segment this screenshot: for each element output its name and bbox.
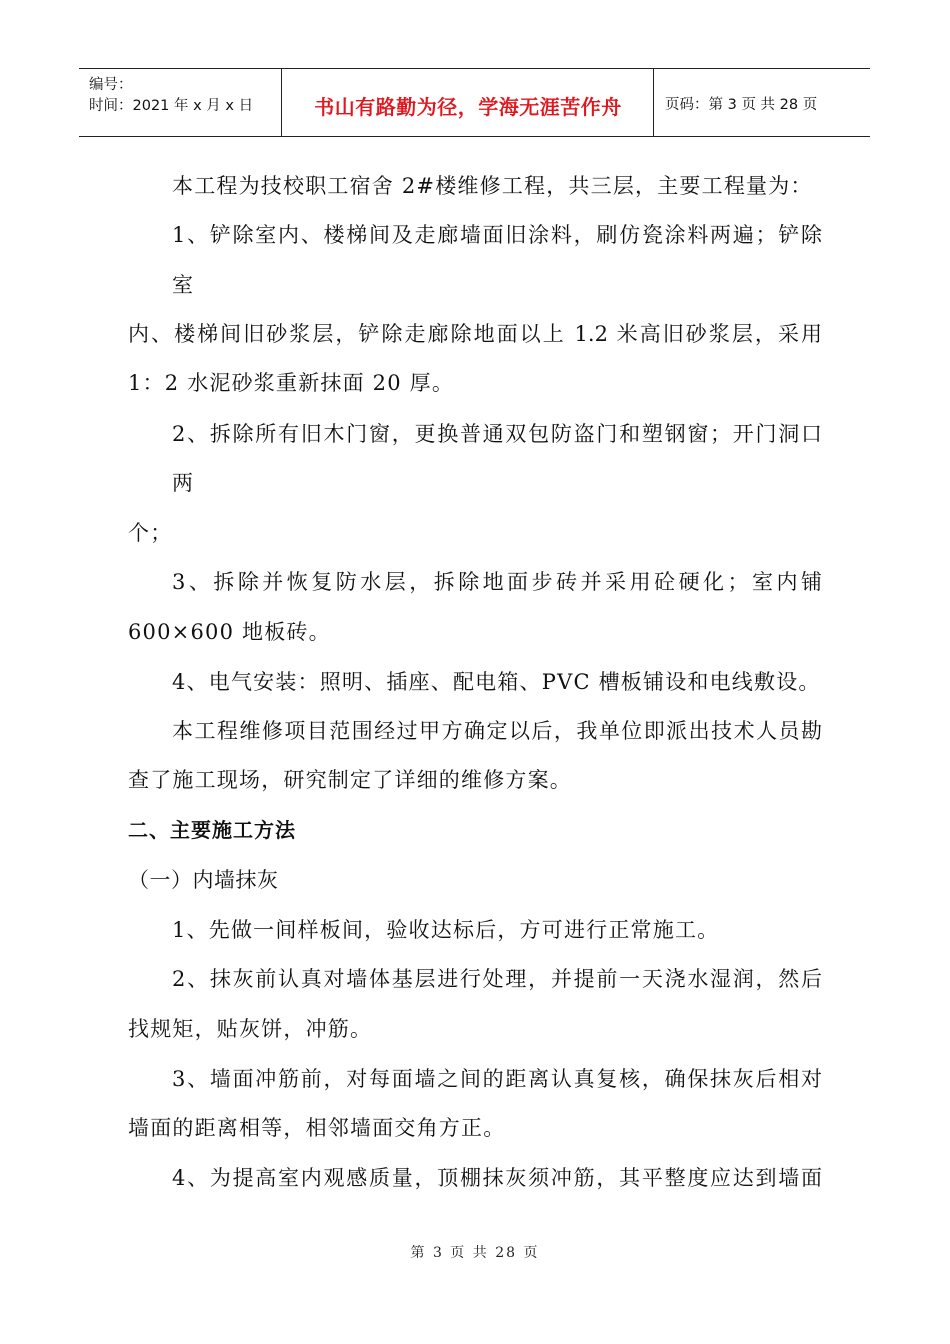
header-meta xyxy=(89,75,253,117)
paragraph-summary-line-1: 本工程维修项目范围经过甲方确定以后，我单位即派出技术人员勘 xyxy=(172,719,822,743)
header-page-info: 页码：第 3 页 共 28 页 xyxy=(665,97,818,113)
method-item-4-line-1: 4、为提高室内观感质量，顶棚抹灰须冲筋，其平整度应达到墙面 xyxy=(172,1166,822,1190)
method-item-2-line-1: 2、抹灰前认真对墙体基层进行处理，并提前一天浇水湿润，然后 xyxy=(172,967,822,991)
paragraph-summary-line-2: 查了施工现场，研究制定了详细的维修方案。 xyxy=(128,768,572,792)
method-item-3-line-2: 墙面的距离相等，相邻墙面交角方正。 xyxy=(128,1116,506,1140)
method-item-1: 1、先做一间样板间，验收达标后，方可进行正常施工。 xyxy=(172,918,720,942)
header-divider xyxy=(653,69,654,136)
section-heading: 二、主要施工方法 xyxy=(128,818,296,842)
subsection-heading: （一）内墙抹灰 xyxy=(128,868,279,892)
paragraph-intro: 本工程为技校职工宿舍 2#楼维修工程，共三层，主要工程量为： xyxy=(172,174,813,198)
paragraph-item-2-line-2: 两 xyxy=(172,471,195,495)
header-divider xyxy=(281,69,282,136)
paragraph-item-3-line-2: 600×600 地板砖。 xyxy=(128,620,331,644)
method-item-2-line-2: 找规矩，贴灰饼，冲筋。 xyxy=(128,1017,373,1041)
page-header-table xyxy=(79,68,870,137)
paragraph-item-4: 4、电气安装：照明、插座、配电箱、PVC 槽板铺设和电线敷设。 xyxy=(172,670,821,694)
document-date: 时间：2021 年 x 月 x 日 xyxy=(89,98,254,114)
page-footer: 第 3 页 共 28 页 xyxy=(410,1245,540,1261)
paragraph-item-1-line-2: 室 xyxy=(172,273,195,297)
paragraph-item-1-line-4: 1：2 水泥砂浆重新抹面 20 厚。 xyxy=(128,371,455,395)
header-motto: 书山有路勤为径，学海无涯苦作舟 xyxy=(314,95,622,119)
paragraph-item-1-line-1: 1、铲除室内、楼梯间及走廊墙面旧涂料，刷仿瓷涂料两遍；铲除 xyxy=(172,223,822,247)
paragraph-item-2-line-1: 2、拆除所有旧木门窗，更换普通双包防盗门和塑钢窗；开门洞口 xyxy=(172,422,822,446)
paragraph-item-2-line-3: 个； xyxy=(128,521,173,545)
method-item-3-line-1: 3、墙面冲筋前，对每面墙之间的距离认真复核，确保抹灰后相对 xyxy=(172,1067,822,1091)
document-number-label: 编号： xyxy=(89,77,133,93)
paragraph-item-1-line-3: 内、楼梯间旧砂浆层，铲除走廊除地面以上 1.2 米高旧砂浆层，采用 xyxy=(128,322,822,346)
paragraph-item-3-line-1: 3、拆除并恢复防水层，拆除地面步砖并采用砼硬化；室内铺 xyxy=(172,570,822,594)
